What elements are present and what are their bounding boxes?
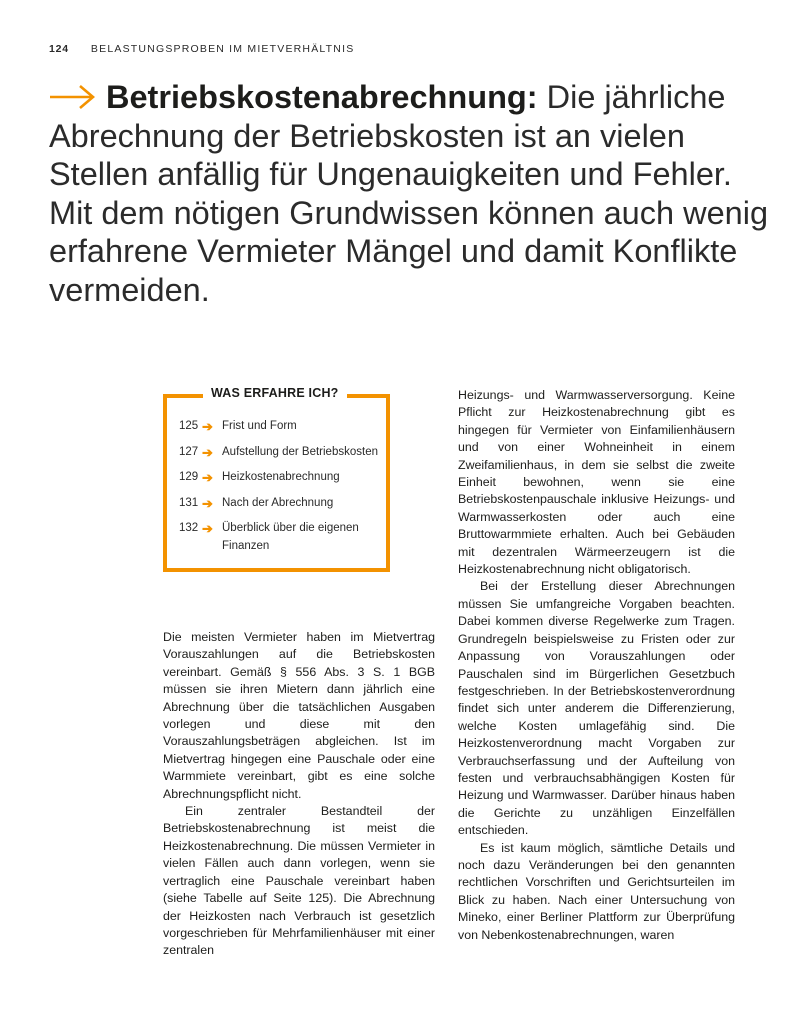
toc-item bbox=[179, 520, 379, 555]
toc-item bbox=[179, 469, 379, 487]
toc-page-number: 127 bbox=[179, 445, 199, 458]
body-paragraph: Es ist kaum möglich, sämtliche Details und noch dazu Veränderungen bei den genannten rechtlichen Vorschriften und Gerichtsurteilen im Blick zu haben. Nach einer Untersuchung von Mineko, einer Berliner Plattform zur Überprüfung von Nebenkostenabrechnungen, waren bbox=[458, 840, 735, 942]
toc-item bbox=[179, 495, 379, 513]
chapter-intro bbox=[49, 78, 769, 310]
info-box bbox=[163, 386, 390, 572]
info-box-title: WAS ERFAHRE ICH? bbox=[203, 386, 347, 400]
arrow-icon: ➔ bbox=[202, 419, 213, 434]
toc-page-number: 125 bbox=[179, 420, 199, 432]
running-head bbox=[49, 43, 354, 55]
toc-label: Frist und Form bbox=[222, 420, 297, 432]
toc-page-number: 129 bbox=[179, 471, 199, 483]
toc-label: Heizkostenabrechnung bbox=[222, 471, 340, 483]
arrow-icon: ➔ bbox=[202, 495, 213, 511]
body-paragraph: Ein zentraler Bestandteil der Betriebskostenabrechnung ist meist die Heizkostenabrechnung. Die müssen Vermieter in vielen Fällen auch dann vorlegen, wenn sie vertraglich eine Pauschale vereinbart haben (siehe Tabelle auf Seite 125). Die Abrechnung der Heizkosten nach Verbrauch ist gesetzlich vorgeschrieben für Mehrfamilienhäuser mit einer zentralen bbox=[163, 804, 435, 958]
toc-item bbox=[179, 418, 379, 436]
body-paragraph: Heizungs- und Warmwasserversorgung. Keine Pflicht zur Heizkostenabrechnung gibt es hingegen für Vermieter von Einfamilienhäusern und von einer Wohneinheit in einem Zweifamilienhaus, in dem sie selbst die zweite Einheit bewohnen, wenn sie eine Betriebskostenpauschale inklusive Heizungs- und Warmwasserkosten oder auch eine Bruttowarmmiete erhalten. Auch bei Gebäuden mit dezentralen Wärmeerzeugern ist die Heizkostenabrechnung nicht obligatorisch. bbox=[458, 388, 735, 577]
right-arrow-icon bbox=[49, 84, 95, 110]
arrow-icon: ➔ bbox=[202, 470, 213, 485]
toc-page-number: 131 bbox=[179, 496, 199, 509]
text-column-left bbox=[163, 629, 435, 960]
page-number: 124 bbox=[49, 43, 69, 55]
body-paragraph: Bei der Erstellung dieser Abrechnungen müssen Sie umfangreiche Vorgaben beachten. Dabei kommen diverse Regelwerke zum Tragen. Grundregeln beispielsweise zu Fristen oder zur Anpassung von Vorauszahlungen oder Pauschalen sind im Bürgerlichen Gesetzbuch festgeschrieben. In der Betriebskostenverordnung findet sich unter anderem die Differenzierung, welche Kosten umlagefähig sind. Die Heizkostenverordnung macht Vorgaben zur Verbrauchserfassung und der Aufteilung von festen und verbrauchsabhängigen Kosten für Heizung und Warmwasser. Darüber hinaus haben die Gerichte zu unzähligen Einzelfällen entschieden. bbox=[458, 579, 735, 838]
running-head-title: BELASTUNGSPROBEN IM MIETVERHÄLTNIS bbox=[90, 43, 355, 55]
text-column-right bbox=[458, 387, 735, 944]
toc-label: Überblick über die eigenen Finanzen bbox=[222, 522, 359, 552]
toc-label: Nach der Abrechnung bbox=[222, 496, 334, 509]
arrow-icon: ➔ bbox=[202, 521, 213, 536]
intro-text: Die jährliche Abrechnung der Betriebskosten ist an vielen Stellen anfällig für Ungenauigkeiten und Fehler. Mit dem nötigen Grundwissen können auch wenig erfahrene Vermieter Mängel und damit Konflikte vermeiden. bbox=[49, 79, 769, 308]
intro-lead: Betriebskostenabrechnung: bbox=[106, 79, 538, 115]
toc-item bbox=[179, 444, 379, 462]
toc-list bbox=[179, 418, 379, 563]
toc-label: Aufstellung der Betriebskosten bbox=[222, 445, 378, 458]
body-paragraph: Die meisten Vermieter haben im Mietvertrag Vorauszahlungen auf die Betriebskosten vereinbart. Gemäß § 556 Abs. 3 S. 1 BGB müssen sie ihren Mietern dann jährlich eine Abrechnung über die tatsächlichen Ausgaben vorlegen und diese mit den Vorauszahlungsbeträgen abgleichen. Ist im Mietvertrag hingegen eine Pauschale oder eine Warmmiete vereinbart, gibt es eine solche Abrechnungspflicht nicht. bbox=[163, 630, 435, 801]
toc-page-number: 132 bbox=[179, 522, 199, 534]
arrow-icon: ➔ bbox=[202, 444, 213, 460]
